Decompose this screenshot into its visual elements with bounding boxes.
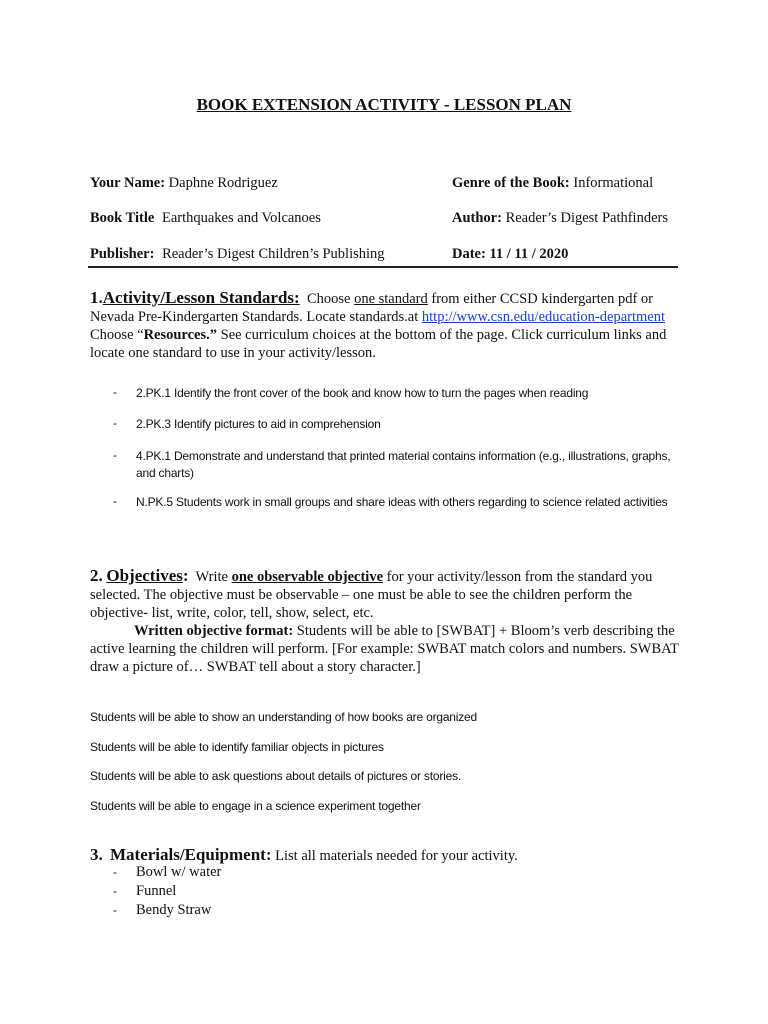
list-bullet: - <box>113 416 117 430</box>
heading-colon: : <box>265 845 272 864</box>
intro-text: Write <box>195 569 228 585</box>
date-label: Date: <box>452 246 486 262</box>
standard-item: 2.PK.3 Identify pictures to aid in comprehension <box>136 417 381 431</box>
objective-statement: Students will be able to ask questions about details of pictures or stories. <box>90 769 462 783</box>
standard-item: N.PK.5 Students work in small groups and share ideas with others regarding to science related activities <box>136 495 668 509</box>
section-heading: Objectives <box>106 566 183 585</box>
section-heading: Activity/Lesson Standards <box>102 288 295 307</box>
date-field <box>452 246 568 263</box>
list-bullet: - <box>113 448 117 462</box>
author-field <box>452 210 668 227</box>
intro-text: for your activity/lesson from the standard you selected. The objective must be observable – one must be able to see the children perform the objective- list, write, color, tell, show, select, etc. <box>90 569 653 621</box>
intro-text: See curriculum choices at the bottom of the page. Click curriculum links and locate one standard to use in your activity/lesson. <box>90 327 667 361</box>
publisher-value: Reader’s Digest Children’s Publishing <box>162 246 385 262</box>
intro-text: from either CCSD kindergarten pdf or Nevada Pre-Kindergarten Standards. Locate standards.at <box>90 291 654 325</box>
objective-statement: Students will be able to engage in a science experiment together <box>90 799 421 813</box>
objective-statement: Students will be able to show an understanding of how books are organized <box>90 710 477 724</box>
section-number: 3. <box>90 845 103 864</box>
section-materials-intro <box>90 845 518 865</box>
header-divider <box>88 266 678 268</box>
name-value: Daphne Rodriguez <box>168 175 278 191</box>
publisher-field <box>90 246 385 263</box>
intro-emphasis: one observable objective <box>231 569 384 585</box>
list-bullet: - <box>113 865 117 879</box>
intro-text: Choose “ <box>90 327 144 343</box>
book-title-field <box>90 210 321 227</box>
list-bullet: - <box>113 884 117 898</box>
intro-text: List all materials needed for your activity. <box>275 848 518 864</box>
genre-value: Informational <box>573 175 654 191</box>
intro-emphasis: one standard <box>354 291 428 307</box>
objective-statement: Students will be able to identify familiar objects in pictures <box>90 740 384 754</box>
book-title-value: Earthquakes and Volcanoes <box>161 210 321 226</box>
section-number: 1. <box>90 288 103 307</box>
material-item: Funnel <box>136 883 177 899</box>
name-label: Your Name: <box>90 175 166 191</box>
resources-emphasis: Resources.” <box>143 327 217 343</box>
heading-colon: : <box>294 288 300 307</box>
document-title: BOOK EXTENSION ACTIVITY - LESSON PLAN <box>196 95 572 114</box>
intro-text: Choose <box>306 291 351 307</box>
format-text: Students will be able to [SWBAT] + Bloom’s verb describing the active learning the children will perform. [For example: SWBAT match colors and numbers. SWBAT draw a picture of… SWBAT tell about a story character.] <box>90 623 679 675</box>
heading-colon: : <box>182 566 189 585</box>
section-heading: Materials/Equipment <box>110 845 266 864</box>
list-bullet: - <box>113 385 117 399</box>
format-label: Written objective format: <box>134 623 294 639</box>
book-title-label: Book Title <box>90 210 155 226</box>
author-value: Reader’s Digest Pathfinders <box>505 210 668 226</box>
standard-item: 4.PK.1 Demonstrate and understand that printed material contains information (e.g., illustrations, graphs, and charts) <box>136 449 671 480</box>
name-field <box>90 175 278 192</box>
genre-field <box>452 175 653 192</box>
publisher-label: Publisher: <box>90 246 155 262</box>
section-number: 2. <box>90 566 103 585</box>
material-item: Bowl w/ water <box>136 864 222 880</box>
date-value: 11 / 11 / 2020 <box>489 246 569 262</box>
genre-label: Genre of the Book: <box>452 175 570 191</box>
section-objectives-intro <box>90 567 690 676</box>
list-bullet: - <box>113 494 117 508</box>
material-item: Bendy Straw <box>136 902 212 918</box>
author-label: Author: <box>452 210 502 226</box>
standards-link[interactable]: http://www.csn.edu/education-department <box>421 309 665 325</box>
section-standards-intro <box>90 289 690 362</box>
list-bullet: - <box>113 903 117 917</box>
standard-item: 2.PK.1 Identify the front cover of the book and know how to turn the pages when reading <box>136 386 589 400</box>
